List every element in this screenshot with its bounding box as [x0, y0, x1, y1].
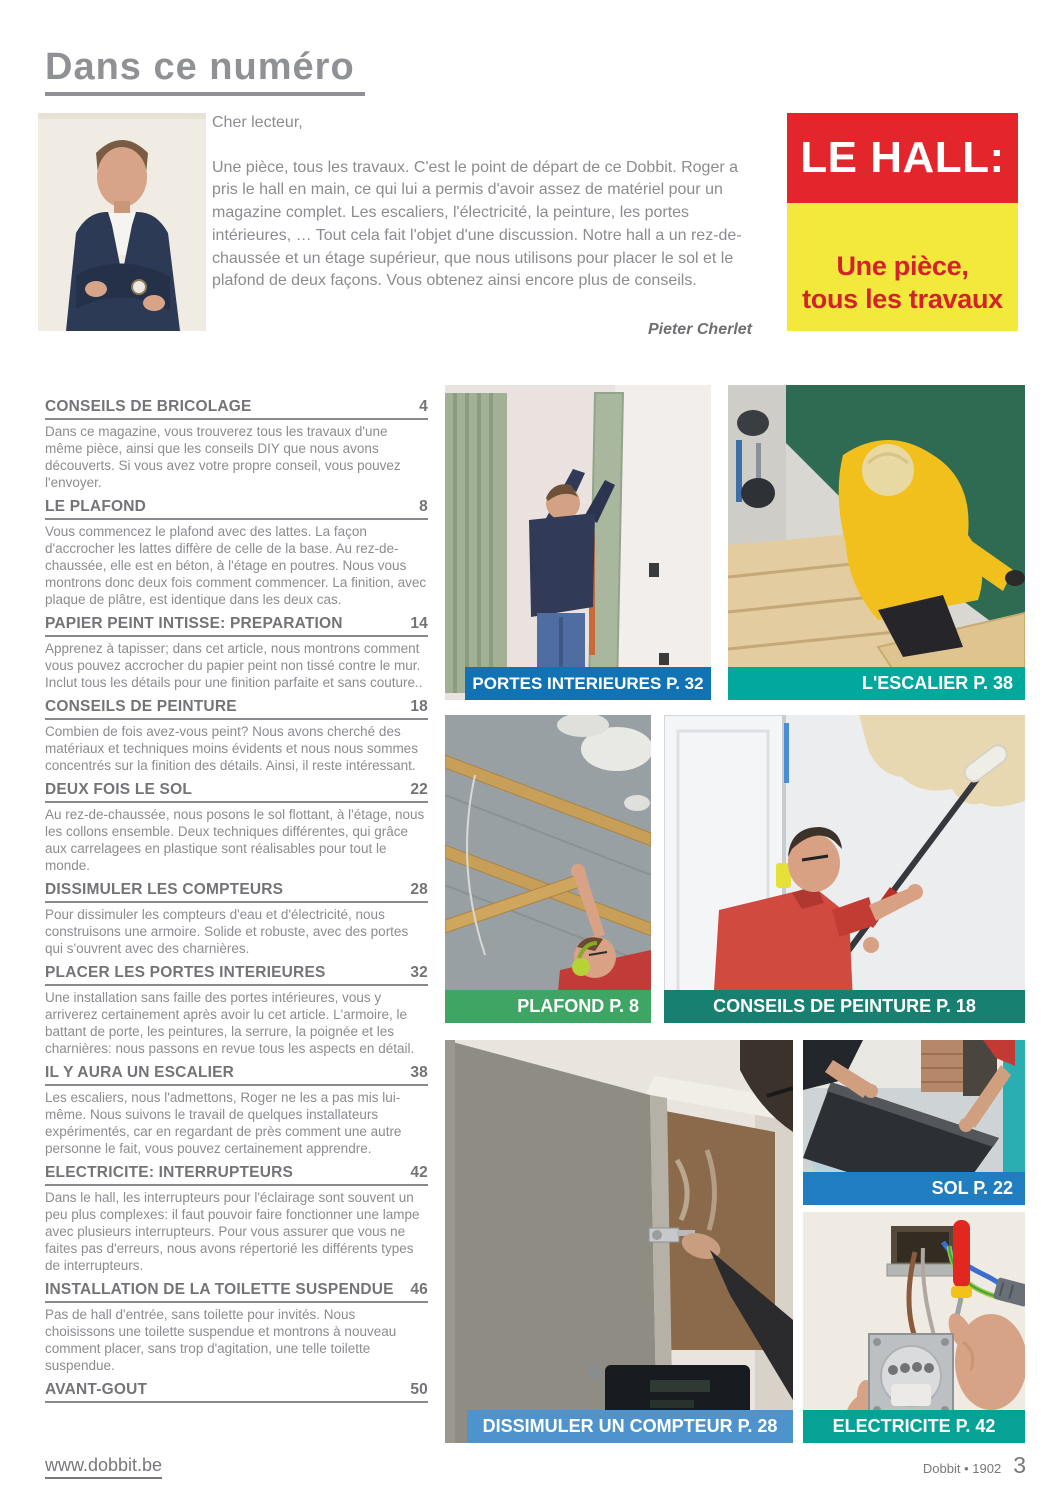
intro-salutation: Cher lecteur,: [212, 114, 303, 131]
toc-entry-page: 14: [410, 615, 428, 632]
toc-entry-title: PLACER LES PORTES INTERIEURES: [45, 964, 326, 981]
promo-subtitle-line1: Une pièce,: [836, 251, 969, 282]
toc-entry: [45, 781, 428, 874]
toc-entry-title: AVANT-GOUT: [45, 1381, 148, 1398]
toc-entry: [45, 1281, 428, 1374]
toc-entry-description: Au rez-de-chaussée, nous posons le sol flottant, à l'étage, nous les collons ensemble. Deux techniques différentes, qui grâce aux carrelagees en plastique sont réalisables pour tout le monde.: [45, 807, 425, 873]
toc-entry: [45, 615, 428, 691]
intro-signature: Pieter Cherlet: [647, 321, 752, 339]
page-title: Dans ce numéro: [45, 46, 365, 96]
toc-entry-description: Apprenez à tapisser; dans cet article, nous montrons comment vous pouvez accrocher du papier peint non tissé contre le mur. Inclut tous les détails pour une finition parfaite et sans couture..: [45, 641, 423, 690]
toc-entry-page: 38: [410, 1064, 428, 1081]
footer-issue-block: [923, 1452, 1026, 1479]
toc-entry-title: CONSEILS DE PEINTURE: [45, 698, 237, 715]
toc-entry-description: Dans le hall, les interrupteurs pour l'éclairage sont souvent un peu plus complexes: il faut pouvoir faire fonctionner une lampe avec plusieurs interrupteurs. Pour vous assurer que vous ne faites pas d'erreurs, nous avons répertorié les différents types de interrupteurs.: [45, 1190, 420, 1273]
toc-entry-description: Les escaliers, nous l'admettons, Roger ne les a pas mis lui-même. Nous suivons le travail de quelques installateurs expérimentés, car en regardant de près comment une autre personne le fait, vous pouvez certainement apprendre.: [45, 1090, 402, 1156]
toc-entry: [45, 1164, 428, 1274]
table-of-contents: [45, 398, 428, 1440]
toc-entry-page: 50: [410, 1381, 428, 1398]
photo-caption-plafond: PLAFOND P. 8: [445, 990, 651, 1023]
toc-entry-title: INSTALLATION DE LA TOILETTE SUSPENDUE: [45, 1281, 394, 1298]
photo-conseils-de-peinture: [664, 715, 1025, 1023]
toc-entry: [45, 881, 428, 957]
toc-entry-title: PAPIER PEINT INTISSE: PREPARATION: [45, 615, 343, 632]
toc-entry-title: LE PLAFOND: [45, 498, 147, 515]
toc-entry-description: Vous commencez le plafond avec des lattes. La façon d'accrocher les lattes diffère de celle de la base. Au rez-de-chaussée, elle est en béton, à l'étage en poutres. Nous vous montrons donc deux fois comment commencer. La finition, avec plaque de plâtre, est identique dans les deux cas.: [45, 524, 427, 607]
photo-sol: [803, 1040, 1025, 1205]
photo-caption-dissimuler-un-compteur: DISSIMULER UN COMPTEUR P. 28: [467, 1410, 793, 1443]
issue-label: Dobbit • 1902: [922, 1461, 1002, 1476]
photo-escalier: [728, 385, 1025, 700]
promo-subtitle-line2: tous les travaux: [802, 283, 1003, 314]
promo-subtitle: [787, 203, 1018, 331]
toc-entry-title: CONSEILS DE BRICOLAGE: [45, 398, 252, 415]
toc-entry-page: 22: [410, 781, 428, 798]
toc-entry-page: 8: [419, 498, 428, 515]
page-number: 3: [1013, 1452, 1026, 1478]
toc-entry: [45, 398, 428, 491]
toc-entry-page: 46: [410, 1281, 428, 1298]
photo-caption-escalier: L'ESCALIER P. 38: [728, 667, 1025, 700]
photo-caption-sol: SOL P. 22: [803, 1172, 1025, 1205]
promo-title: LE HALL:: [787, 113, 1018, 203]
toc-entry-title: DISSIMULER LES COMPTEURS: [45, 881, 284, 898]
toc-entry-page: 42: [410, 1164, 428, 1181]
intro-letter: [212, 112, 768, 342]
toc-entry: [45, 1381, 428, 1403]
intro-body: Une pièce, tous les travaux. C'est le point de départ de ce Dobbit. Roger a pris le hall en main, ce qui lui a permis d'avoir assez de matériel pour un magazine complet. Les escaliers, l'électricité, la peinture, les portes intérieures, … Tout cela fait l'objet d'une discussion. Notre hall a un rez-de-chaussée et un étage supérieur, que nous utilisons pour placer le sol et le plafond de deux façons. Vous obtenez ainsi encore plus de conseils.: [212, 158, 742, 290]
photo-conseils-de-peinture-image: [664, 715, 1025, 1023]
photo-caption-portes-interieures: PORTES INTERIEURES P. 32: [465, 667, 711, 700]
photo-electricite-image: [803, 1212, 1025, 1443]
toc-entry: [45, 964, 428, 1057]
toc-entry-description: Dans ce magazine, vous trouverez tous les travaux d'une même pièce, ainsi que les conseils DIY que nous avons découverts. Si vous avez votre propre conseil, vous pouvez l'envoyer.: [45, 424, 401, 490]
photo-portes-interieures-image: [445, 385, 711, 700]
toc-entry-description: Une installation sans faille des portes intérieures, vous y arriverez certainement après avoir lu cet article. L'armoire, le battant de porte, les peintures, la serrure, la poignée et les charnières: nous passons en revue tous les aspects en détail.: [45, 990, 415, 1056]
toc-entry-page: 18: [410, 698, 428, 715]
toc-entry: [45, 1064, 428, 1157]
photo-portes-interieures: [445, 385, 711, 700]
toc-entry-page: 4: [419, 398, 428, 415]
photo-caption-conseils-de-peinture: CONSEILS DE PEINTURE P. 18: [664, 990, 1025, 1023]
photo-caption-electricite: ELECTRICITE P. 42: [803, 1410, 1025, 1443]
promo-box: [787, 113, 1018, 331]
author-photo: [38, 113, 206, 331]
toc-entry-page: 32: [410, 964, 428, 981]
toc-entry-title: DEUX FOIS LE SOL: [45, 781, 193, 798]
photo-plafond: [445, 715, 651, 1023]
author-portrait-image: [38, 113, 206, 331]
toc-entry-title: ELECTRICITE: INTERRUPTEURS: [45, 1164, 294, 1181]
photo-dissimuler-un-compteur: [445, 1040, 793, 1443]
photo-dissimuler-un-compteur-image: [445, 1040, 793, 1443]
toc-entry-description: Pas de hall d'entrée, sans toilette pour invités. Nous choisissons une toilette suspendue et montrons à nouveau comment placer, sans trop d'agitation, une telle toilette suspendue.: [45, 1307, 397, 1373]
website-url: www.dobbit.be: [45, 1455, 162, 1479]
toc-entry: [45, 498, 428, 608]
photo-escalier-image: [728, 385, 1025, 700]
photo-plafond-image: [445, 715, 651, 1023]
toc-entry-description: Combien de fois avez-vous peint? Nous avons cherché des matériaux et techniques moins évidents et nous nous sommes concentrés sur la finition des détails. Ainsi, il reste intéressant.: [45, 724, 418, 773]
toc-entry: [45, 698, 428, 774]
toc-entry-page: 28: [410, 881, 428, 898]
photo-electricite: [803, 1212, 1025, 1443]
toc-entry-description: Pour dissimuler les compteurs d'eau et d'électricité, nous construisons une armoire. Solide et robuste, avec des portes qui s'ouvrent avec des charnières.: [45, 907, 409, 956]
toc-entry-title: IL Y AURA UN ESCALIER: [45, 1064, 235, 1081]
